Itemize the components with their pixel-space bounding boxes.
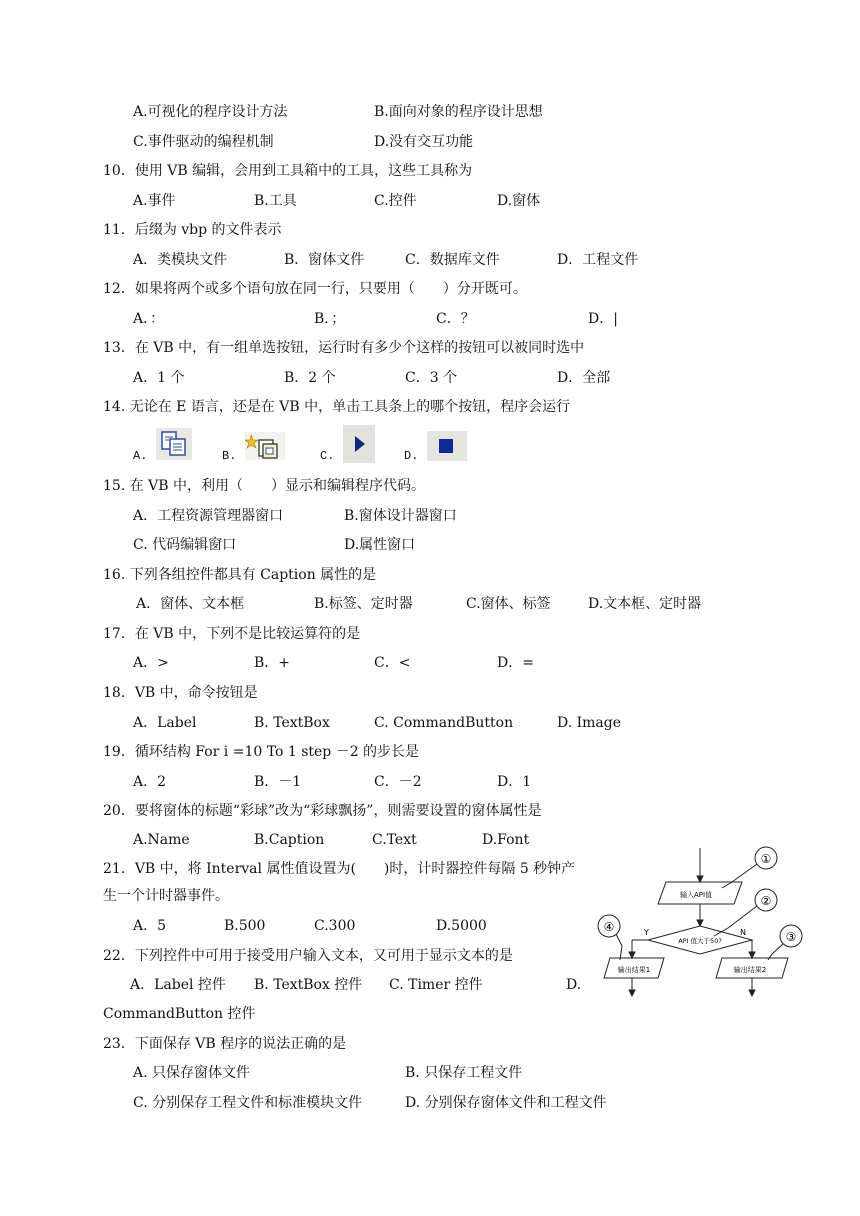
q14-stem: 14. 无论在 E 语言，还是在 VB 中，单击工具条上的哪个按钮，程序会运行 [103, 399, 571, 415]
q12-option-b: B．； [314, 311, 346, 327]
q22-option-a: A．Label 控件 [130, 977, 226, 993]
q21-option-c: C.300 [314, 918, 356, 934]
q13-option-d: D．全部 [557, 370, 611, 386]
copy-form-icon [156, 428, 192, 464]
q11-option-c: C．数据库文件 [405, 252, 500, 268]
q14-option-b: B. [222, 449, 237, 463]
q18-option-d: D. Image [557, 715, 622, 731]
q23-option-b: B. 只保存工程文件 [405, 1065, 523, 1081]
callout-2: ② [760, 894, 772, 908]
q11-option-d: D．工程文件 [557, 252, 639, 268]
q21-option-a: A．5 [133, 918, 167, 934]
q11-stem: 11．后缀为 vbp 的文件表示 [103, 222, 282, 238]
stop-end-icon [427, 431, 467, 465]
q13-option-c: C．3 个 [405, 370, 458, 386]
q21-option-b: B.500 [224, 918, 266, 934]
callout-4: ④ [603, 920, 615, 934]
q22-option-b: B. TextBox 控件 [254, 977, 363, 993]
q23-option-c: C. 分别保存工程文件和标准模块文件 [133, 1095, 363, 1111]
q16-option-c: C.窗体、标签 [466, 596, 551, 612]
q20-stem: 20．要将窗体的标题“彩球”改为“彩球飘扬”，则需要设置的窗体属性是 [103, 803, 542, 819]
q14-option-c: C. [320, 449, 335, 463]
q23-option-d: D. 分别保存窗体文件和工程文件 [405, 1095, 607, 1111]
flowchart-output2-label: 输出结果2 [733, 966, 767, 974]
flowchart-yes-label: Y [644, 928, 649, 937]
q19-stem: 19．循环结构 For i =10 To 1 step －2 的步长是 [103, 744, 420, 760]
q16-option-d: D.文本框、定时器 [588, 596, 702, 612]
q12-option-c: C．？ [436, 311, 475, 327]
q21-stem-line1: 21．VB 中，将 Interval 属性值设置为( )时，计时器控件每隔 5 秒钟产 [103, 861, 576, 877]
q21-stem-line2: 生一个计时器事件。 [103, 888, 229, 904]
q17-option-a: A．> [133, 655, 169, 671]
q12-option-d: D．| [588, 311, 618, 327]
q17-option-d: D．= [497, 655, 534, 671]
q18-option-c: C. CommandButton [374, 715, 514, 731]
q15-option-d: D.属性窗口 [344, 537, 416, 553]
q9-option-b: B.面向对象的程序设计思想 [374, 104, 543, 120]
q20-option-c: C.Text [372, 832, 417, 848]
q10-option-a: A.事件 [133, 193, 176, 209]
callout-1: ① [760, 852, 772, 866]
q18-option-b: B. TextBox [254, 715, 330, 731]
q17-stem: 17．在 VB 中，下列不是比较运算符的是 [103, 626, 361, 642]
q22-stem: 22．下列控件中可用于接受用户输入文本，又可用于显示文本的是 [103, 948, 513, 964]
q22-option-d: D. [566, 977, 582, 993]
q10-stem: 10．使用 VB 编辑，会用到工具箱中的工具，这些工具称为 [103, 163, 473, 179]
q10-option-d: D.窗体 [497, 193, 541, 209]
q18-option-a: A．Label [133, 715, 197, 731]
q19-option-c: C．－2 [374, 774, 422, 790]
flowchart-input-label: 输入API值 [679, 891, 713, 899]
q16-option-a: A．窗体、文本框 [136, 596, 245, 612]
q20-option-a: A.Name [133, 832, 190, 848]
q15-option-a: A．工程资源管理器窗口 [133, 508, 284, 524]
q9-option-d: D.没有交互功能 [374, 134, 474, 150]
q9-option-a: A.可视化的程序设计方法 [133, 104, 288, 120]
q15-stem: 15. 在 VB 中，利用（ ）显示和编辑程序代码。 [103, 478, 426, 494]
q11-option-b: B．窗体文件 [284, 252, 365, 268]
q17-option-b: B．+ [254, 655, 291, 671]
q12-option-a: A．： [133, 311, 165, 327]
q19-option-a: A．2 [133, 774, 167, 790]
q19-option-b: B．－1 [254, 774, 302, 790]
q11-option-a: A．类模块文件 [133, 252, 228, 268]
q22-option-d-continued: CommandButton 控件 [103, 1006, 256, 1022]
q13-option-b: B．2 个 [284, 370, 336, 386]
q16-option-b: B.标签、定时器 [314, 596, 413, 612]
q18-stem: 18．VB 中，命令按钮是 [103, 685, 258, 701]
q14-option-a: A. [133, 449, 148, 463]
add-project-icon [245, 432, 285, 464]
q23-stem: 23．下面保存 VB 程序的说法正确的是 [103, 1036, 347, 1052]
q19-option-d: D．1 [497, 774, 532, 790]
callout-3: ③ [785, 930, 797, 944]
q9-option-c: C.事件驱动的编程机制 [133, 134, 274, 150]
q17-option-c: C．< [374, 655, 411, 671]
flowchart-output1-label: 输出结果1 [617, 966, 651, 974]
flowchart-decision-label: API 值大于50? [678, 937, 722, 945]
q21-option-d: D.5000 [436, 918, 487, 934]
q10-option-b: B.工具 [254, 193, 297, 209]
q15-option-b: B.窗体设计器窗口 [344, 508, 457, 524]
q12-stem: 12．如果将两个或多个语句放在同一行，只要用（ ）分开既可。 [103, 281, 527, 297]
run-start-icon [343, 425, 375, 467]
flowchart-no-label: N [740, 928, 746, 937]
q20-option-b: B.Caption [254, 832, 325, 848]
q20-option-d: D.Font [482, 832, 530, 848]
q22-option-c: C. Timer 控件 [389, 977, 483, 993]
q13-option-a: A．1 个 [133, 370, 185, 386]
q23-option-a: A. 只保存窗体文件 [133, 1065, 251, 1081]
q16-stem: 16. 下列各组控件都具有 Caption 属性的是 [103, 567, 377, 583]
q15-option-c: C. 代码编辑窗口 [133, 537, 237, 553]
q10-option-c: C.控件 [374, 193, 417, 209]
q14-option-d: D. [404, 449, 419, 463]
q13-stem: 13．在 VB 中，有一组单选按钮，运行时有多少个这样的按钮可以被同时选中 [103, 340, 585, 356]
flowchart-diagram [592, 842, 817, 1036]
